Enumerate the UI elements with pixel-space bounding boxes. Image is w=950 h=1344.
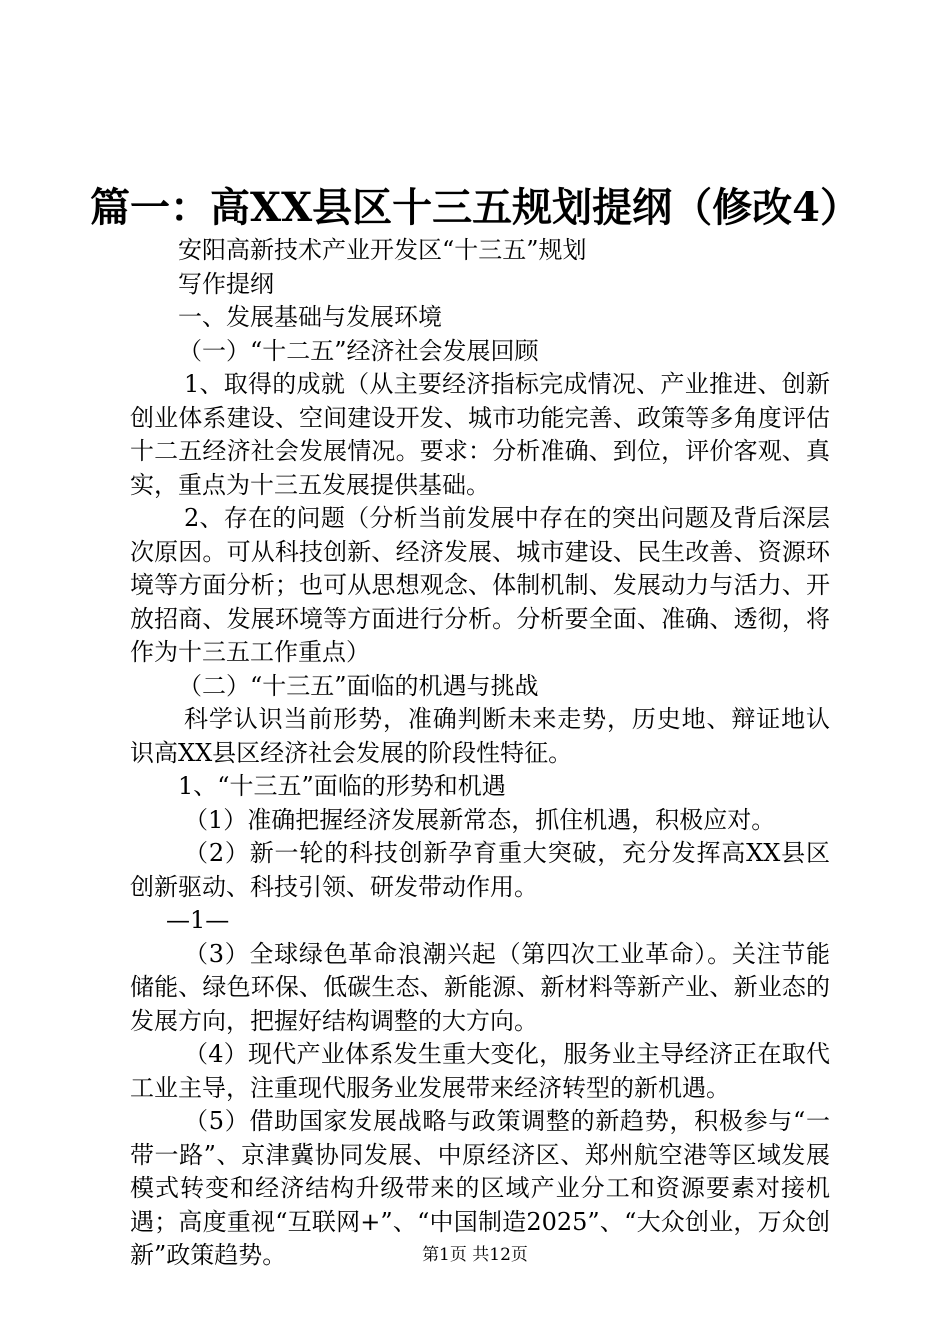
section-heading: 一、发展基础与发展环境 <box>178 303 442 331</box>
subsection-heading: （二）“十三五”面临的机遇与挑战 <box>178 671 539 700</box>
list-item: （5）借助国家发展战略与政策调整的新趋势，积极参与“一带一路”、京津冀协同发展、中原经济区、郑州航空港等区域发展模式转变和经济结构升级带来的区域产业分工和资源要素对接机遇；高度重视“互联网+”、“中国制造2025”、“大众创业，万众创新”政策趋势。 <box>130 1107 830 1269</box>
paragraph: 2、存在的问题（分析当前发展中存在的突出问题及背后深层次原因。可从科技创新、经济发展、城市建设、民生改善、资源环境等方面分析；也可从思想观念、体制机制、发展动力与活力、开放招商、发展环境等方面进行分析。分析要全面、准确、透彻，将作为十三五工作重点） <box>130 504 830 666</box>
paragraph: 1、“十三五”面临的形势和机遇 <box>178 772 506 800</box>
paragraph: 科学认识当前形势，准确判断未来走势，历史地、辩证地认识高XX县区经济社会发展的阶段性特征。 <box>130 705 830 767</box>
page-footer: 第1页 共12页 <box>422 1245 528 1265</box>
document-title: 篇一：高XX县区十三五规划提纲（修改4） <box>90 184 860 231</box>
list-item: （4）现代产业体系发生重大变化，服务业主导经济正在取代工业主导，注重现代服务业发展带来经济转型的新机遇。 <box>130 1040 830 1102</box>
paragraph: 写作提纲 <box>178 269 274 298</box>
inline-page-number: —1— <box>166 906 230 934</box>
list-item: （1）准确把握经济发展新常态，抓住机遇，积极应对。 <box>184 805 776 834</box>
list-item: （2）新一轮的科技创新孕育重大突破，充分发挥高XX县区创新驱动、科技引领、研发带动作用。 <box>130 839 830 901</box>
subsection-heading: （一）“十二五”经济社会发展回顾 <box>178 336 539 365</box>
list-item: （3）全球绿色革命浪潮兴起（第四次工业革命）。关注节能储能、绿色环保、低碳生态、新能源、新材料等新产业、新业态的发展方向，把握好结构调整的大方向。 <box>130 939 830 1035</box>
paragraph: 1、取得的成就（从主要经济指标完成情况、产业推进、创新创业体系建设、空间建设开发、城市功能完善、政策等多角度评估十二五经济社会发展情况。要求：分析准确、到位，评价客观、真实，重点为十三五发展提供基础。 <box>130 370 830 499</box>
paragraph: 安阳高新技术产业开发区“十三五”规划 <box>178 236 587 264</box>
document-body <box>130 234 830 1273</box>
